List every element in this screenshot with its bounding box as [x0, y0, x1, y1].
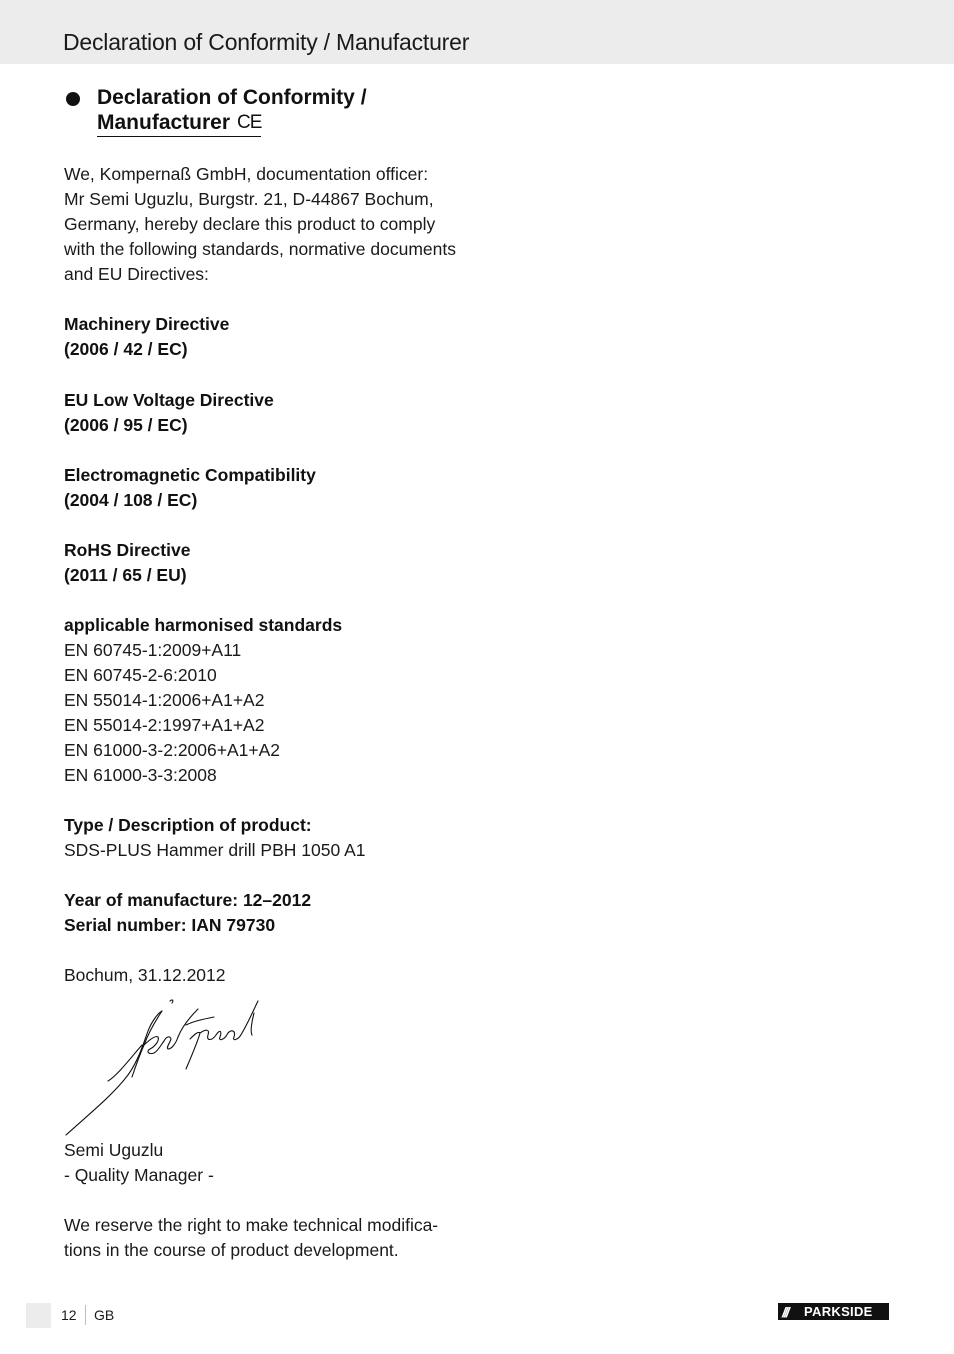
- manufacture-block: [64, 888, 484, 938]
- signatory-block: [64, 1138, 484, 1188]
- footer-marker: [26, 1303, 51, 1328]
- intro-line: Mr Semi Uguzlu, Burgstr. 21, D-44867 Bochum,: [64, 189, 434, 209]
- section-heading-line2: Manufacturer: [97, 111, 231, 134]
- directive-code: (2006 / 95 / EC): [64, 415, 188, 435]
- section-heading-line1: Declaration of Conformity /: [97, 86, 367, 109]
- standard-item: EN 55014-1:2006+A1+A2: [64, 690, 265, 710]
- intro-line: We, Kompernaß GmbH, documentation officer:: [64, 164, 429, 184]
- directive-code: (2011 / 65 / EU): [64, 565, 187, 585]
- brand-logo: [778, 1303, 889, 1320]
- product-block: [64, 813, 484, 863]
- disclaimer-line: We reserve the right to make technical modifica-: [64, 1215, 439, 1235]
- ce-mark-icon: CE: [237, 112, 262, 133]
- directive-low-voltage: [64, 388, 484, 438]
- standard-item: EN 61000-3-2:2006+A1+A2: [64, 740, 280, 760]
- directive-name: Electromagnetic Compatibility: [64, 465, 316, 485]
- standards-block: [64, 613, 484, 788]
- product-label: Type / Description of product:: [64, 815, 312, 835]
- disclaimer-line: tions in the course of product development.: [64, 1240, 399, 1260]
- standards-heading: applicable harmonised standards: [64, 615, 343, 635]
- standard-item: EN 60745-2-6:2010: [64, 665, 217, 685]
- intro-line: Germany, hereby declare this product to comply: [64, 214, 436, 234]
- year-of-manufacture: Year of manufacture: 12–2012: [64, 890, 312, 910]
- footer-divider: [85, 1305, 86, 1325]
- product-value: SDS-PLUS Hammer drill PBH 1050 A1: [64, 840, 366, 860]
- language-code: GB: [94, 1307, 115, 1323]
- signatory-title: - Quality Manager -: [64, 1165, 214, 1185]
- directive-rohs: [64, 538, 484, 588]
- signatory-name: Semi Uguzlu: [64, 1140, 164, 1160]
- page-number: 12: [61, 1307, 77, 1323]
- brand-slashes-icon: ///: [782, 1303, 788, 1320]
- disclaimer-block: [64, 1213, 484, 1263]
- section-heading-line2-wrap: [97, 110, 261, 137]
- standard-item: EN 60745-1:2009+A11: [64, 640, 242, 660]
- place-date: [64, 963, 484, 988]
- intro-line: and EU Directives:: [64, 264, 209, 284]
- signature-image: [58, 995, 273, 1145]
- place-date-text: Bochum, 31.12.2012: [64, 965, 226, 985]
- section-heading: [97, 85, 367, 137]
- directive-machinery: [64, 312, 484, 362]
- directive-emc: [64, 463, 484, 513]
- standard-item: EN 61000-3-3:2008: [64, 765, 217, 785]
- brand-name: PARKSIDE: [804, 1304, 873, 1319]
- section-bullet-icon: [66, 92, 80, 106]
- directive-code: (2006 / 42 / EC): [64, 339, 188, 359]
- page-title: Declaration of Conformity / Manufacturer: [63, 29, 470, 55]
- standard-item: EN 55014-2:1997+A1+A2: [64, 715, 265, 735]
- directive-name: RoHS Directive: [64, 540, 191, 560]
- directive-name: Machinery Directive: [64, 314, 230, 334]
- directive-name: EU Low Voltage Directive: [64, 390, 274, 410]
- intro-line: with the following standards, normative documents: [64, 239, 457, 259]
- serial-number: Serial number: IAN 79730: [64, 915, 276, 935]
- directive-code: (2004 / 108 / EC): [64, 490, 198, 510]
- intro-paragraph: [64, 162, 484, 287]
